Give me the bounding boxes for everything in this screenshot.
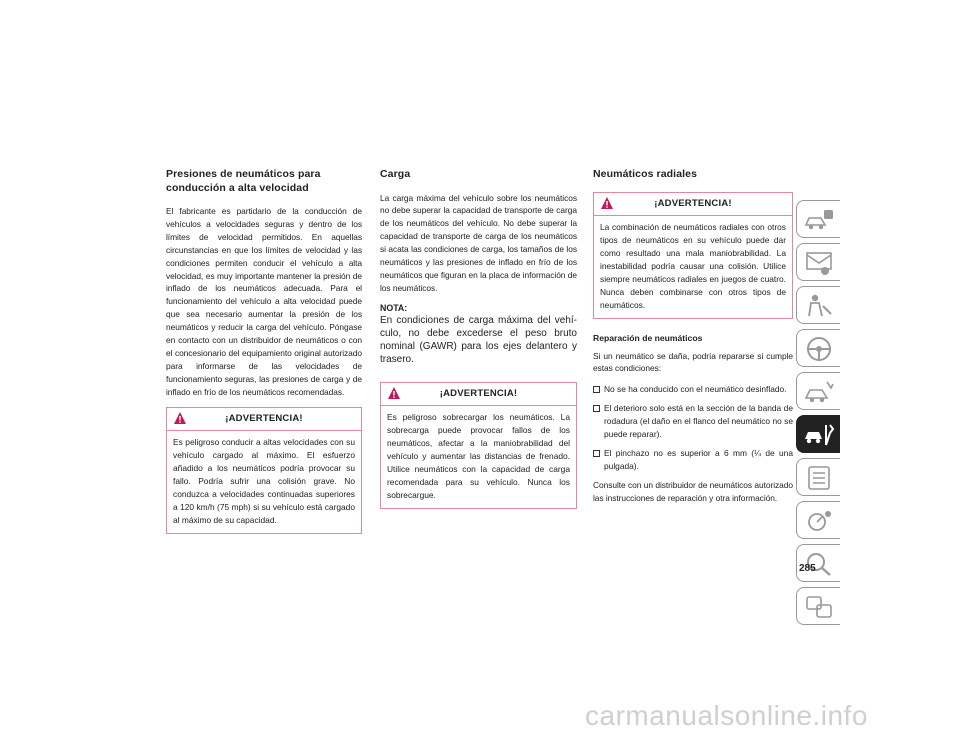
list-item [593, 383, 793, 396]
list-item-text: El deterioro solo está en la sección de la banda de rodadura (el daño en el flanco del neumático no se puede reparar). [604, 403, 793, 440]
gauge-settings-icon [803, 507, 835, 535]
note-label: NOTA: [380, 302, 408, 313]
tab-safety[interactable] [796, 286, 840, 324]
list-item [593, 402, 793, 441]
column-load [380, 168, 577, 517]
paragraph-load: La carga máxima del vehículo sobre los neumáticos no debe superar la capacidad de transporte de carga de los neumáticos del vehículo. No debe superar la capacidad de transporte de carga de los neumáticos si acata las condiciones de carga, los tamaños de los neumáticos y las presiones de inflado en frío de los neumáticos que figuran en la placa de información de los neumáticos. [380, 192, 577, 293]
list-item-text: No se ha conducido con el neumático desinflado. [604, 384, 787, 395]
paragraph-repair-intro: Si un neumático se daña, podría repararse si cumple estas condiciones: [593, 350, 793, 374]
checkbox-bullet-icon [593, 450, 600, 457]
envelope-car-icon [803, 249, 835, 277]
warning-header [594, 193, 792, 216]
tab-languages[interactable] [796, 587, 840, 625]
paragraph-repair-outro: Consulte con un distribuidor de neumáticos autorizado las instrucciones de reparación y otra información. [593, 479, 793, 503]
tab-driving[interactable] [796, 329, 840, 367]
warning-box-load [380, 382, 577, 509]
tab-emergency[interactable] [796, 372, 840, 410]
section-heading-radial: Neumáticos radiales [593, 168, 698, 180]
paragraph-high-speed: El fabricante es partidario de la conducción de vehículos a velocidades seguras y dentro de los límites de velocidad permitidos. En aquellas circunstancias en que los límites de velocidad y las condiciones permiten conducir el vehículo a alta velocidad, es muy importante mantener la presión de inflado de los neumáticos adecuada. Para el funcionamiento del vehículo a alta velocidad puede que sea necesario aumentar la presión de los neumáticos y reducir la carga del vehículo. Póngase en contacto con un distribuidor de neumáticos o con el concesionario del equipamiento original autorizado para informarse de las velocidades de funcionamiento seguras, las presiones de carga y de inflado en frío de los neumáticos recomendadas. [166, 206, 362, 397]
section-heading-load: Carga [380, 168, 411, 180]
checkbox-bullet-icon [593, 386, 600, 393]
warning-text: Es peligroso conducir a altas velocidades con su vehículo cargado al máximo. El esfuerzo añadido a los neumáticos podría provocar su fallo. Podría sufrir una colisión grave. No conduzca a velocidades continuadas superiores a 120 km/h (75 mph) si su vehículo está cargado al máximo de su capacidad. [173, 436, 355, 525]
watermark: carmanualsonline.info [585, 700, 868, 731]
column-radial [593, 168, 793, 513]
tab-specifications[interactable] [796, 458, 840, 496]
warning-title: ¡ADVERTENCIA! [439, 387, 518, 399]
section-heading-high-speed: Presiones de neumáticos para conducción a alta velocidad [166, 168, 321, 194]
checkbox-bullet-icon [593, 405, 600, 412]
repair-conditions-list [593, 383, 793, 472]
tab-envelope-car[interactable] [796, 243, 840, 281]
tab-car-info[interactable] [796, 200, 840, 238]
note-text: En condiciones de carga máxima del vehículo, no debe excederse el peso bruto nominal (GAWR) para los ejes delantero y trasero. [380, 314, 577, 365]
warning-header [381, 383, 576, 406]
column-high-speed [166, 168, 362, 542]
warning-box-radial [593, 192, 793, 319]
tab-multimedia[interactable] [796, 501, 840, 539]
warning-text: La combinación de neumáticos radiales con otros tipos de neumáticos en su vehículo puede dar como resultado una mala maniobrabilidad. La inestabilidad podría causar una colisión. Utilice siempre neumáticos radiales en juegos de cuatro. Nunca deben combinarse con otros tipos de neumáticos. [600, 221, 786, 310]
warning-title: ¡ADVERTENCIA! [654, 197, 732, 209]
tab-service-maintenance[interactable] [796, 415, 840, 453]
crash-car-icon [803, 378, 835, 406]
list-item [593, 447, 793, 473]
list-item-text: El pinchazo no es superior a 6 mm (¼ de una pulgada). [604, 447, 793, 471]
steering-wheel-icon [803, 335, 835, 363]
car-tools-icon [803, 421, 835, 449]
warning-box-high-speed [166, 407, 362, 534]
warning-text: Es peligroso sobrecargar los neumáticos. La sobrecarga puede provocar fallos de los neumáticos, afectar a la maniobrabilidad del vehículo y aumentar las distancias de frenado. Utilice neumáticos con la capacidad de carga recomendada para su vehículo. Nunca los sobrecargue. [387, 411, 570, 500]
page-number: 285 [799, 563, 816, 574]
checklist-icon [803, 464, 835, 492]
warning-header [167, 408, 361, 431]
car-info-icon [803, 206, 835, 234]
warning-title: ¡ADVERTENCIA! [225, 412, 303, 424]
seatbelt-car-icon [803, 292, 835, 320]
subheading-repair: Reparación de neumáticos [593, 332, 703, 343]
language-icon [803, 593, 835, 621]
